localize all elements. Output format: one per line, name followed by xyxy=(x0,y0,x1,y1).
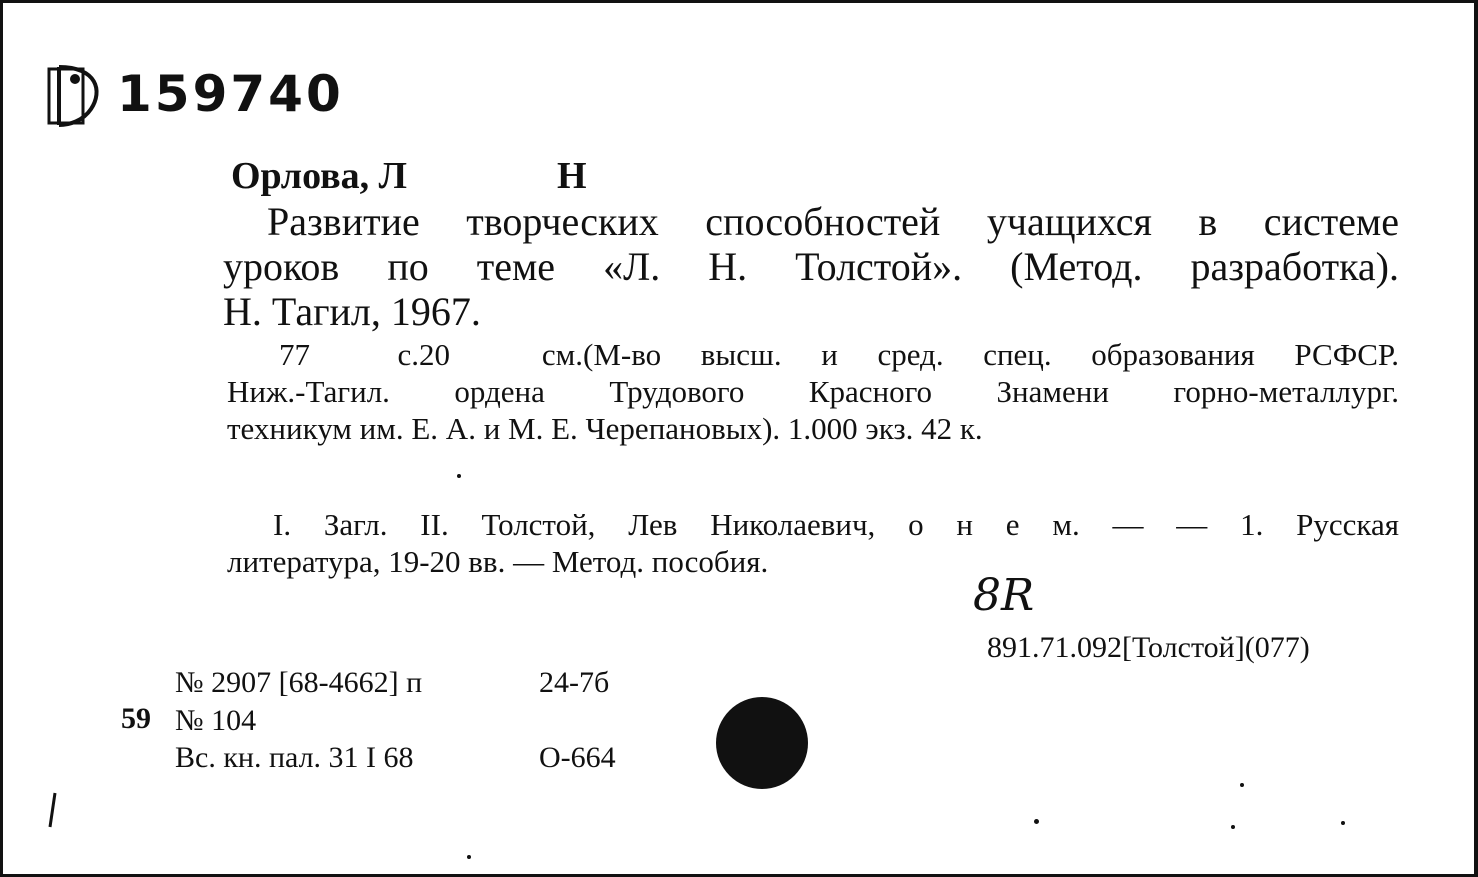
collation-line-2: Ниж.-Тагил. ордена Трудового Красного Знамени горно-металлург. xyxy=(227,374,1399,409)
inventory-number: 159740 xyxy=(117,65,344,123)
size: 20 см. xyxy=(419,337,583,372)
classification-code: 891.71.092[Толстой](077) xyxy=(987,631,1310,664)
number-line: № 104 xyxy=(175,704,257,737)
chamber-line: Вс. кн. пал. 31 I 68 xyxy=(175,741,414,774)
author-surname: Орлова, Л xyxy=(231,155,407,197)
speck xyxy=(1341,821,1345,825)
title-line-3: Н. Тагил, 1967. xyxy=(223,289,481,334)
collation-line-1 xyxy=(227,336,1399,373)
tracings-line-1: I. Загл. II. Толстой, Лев Николаевич, о н е м. — — 1. Русская xyxy=(273,507,1399,542)
speck xyxy=(1034,819,1039,824)
collation-block xyxy=(227,336,1399,447)
order-code: 24-7б xyxy=(539,666,610,699)
collation-line-3: техникум им. Е. А. и М. Е. Черепановых). 1.000 экз. 42 к. xyxy=(227,411,983,446)
pencil-mark-icon xyxy=(45,791,59,831)
tracings-line-2: литература, 19-20 вв. — Метод. пособия. xyxy=(227,544,769,579)
speck xyxy=(1231,825,1235,829)
punch-hole xyxy=(716,697,808,789)
inventory-stamp-icon xyxy=(45,59,107,131)
order-line: № 2907 [68-4662] п xyxy=(175,666,423,699)
pages: 77 с. xyxy=(279,337,419,372)
chamber-code: О-664 xyxy=(539,741,616,774)
author-heading xyxy=(231,152,587,200)
author-initial: Н xyxy=(556,155,587,197)
tracings-block xyxy=(227,506,1399,580)
speck xyxy=(457,474,461,478)
speck xyxy=(1240,783,1244,787)
reference-number: 59 xyxy=(121,702,151,735)
publisher-note: (М-во высш. и сред. спец. образования РСФСР. xyxy=(583,337,1399,372)
speck xyxy=(467,855,471,859)
handwritten-note: 8R xyxy=(973,570,1035,621)
title-block xyxy=(223,199,1399,334)
title-line-1: Развитие творческих способностей учащихся в системе xyxy=(267,199,1399,244)
title-line-2: уроков по теме «Л. Н. Толстой». (Метод. разработка). xyxy=(223,244,1399,289)
